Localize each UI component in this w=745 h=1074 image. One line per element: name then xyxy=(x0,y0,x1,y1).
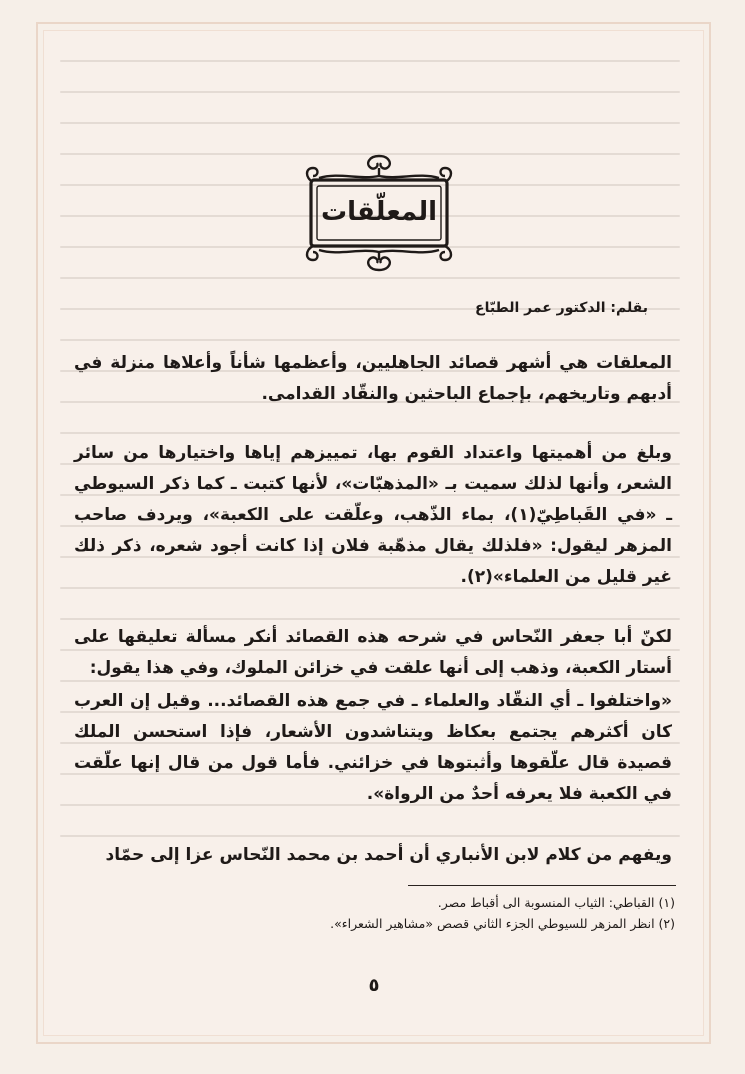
author-byline: بقلم: الدكتور عمر الطبّاع xyxy=(475,300,648,316)
footnote-divider xyxy=(408,885,676,886)
paragraph-4-quote: «واختلفوا ـ أي النقّاد والعلماء ـ في جمع هذه القصائد... وقيل إن العرب كان أكثرهم يجتمع بعكاظ ويتناشدون الأشعار، فإذا استحسن الملك قصيدة قال علّقوها وأثبتوها في خزائني. فأما قول من قال إنها علّقت في الكعبة فلا يعرفه أحدٌ من الرواة». xyxy=(74,691,672,804)
article-title: المعلّقات xyxy=(321,197,437,227)
footnote-2: (٢) انظر المزهر للسيوطي الجزء الثاني قصص «مشاهير الشعراء». xyxy=(330,916,675,931)
page-number: ٥ xyxy=(368,975,380,996)
paragraph-1: المعلقات هي أشهر قصائد الجاهليين، وأعظمها شأناً وأعلاها منزلة في أدبهم وتاريخهم، بإجماع الباحثين والنقّاد القدامى. xyxy=(74,353,672,404)
footnote-1: (١) القباطي: الثياب المنسوبة الى أقباط مصر. xyxy=(437,895,675,910)
paragraph-3: لكنّ أبا جعفر النّحاس في شرحه هذه القصائد أنكر مسألة تعليقها على أستار الكعبة، وذهب إلى أنها علقت في خزائن الملوك، وفي هذا يقول: xyxy=(74,627,672,678)
title-box xyxy=(311,180,447,244)
paragraph-5: ويفهم من كلام لابن الأنباري أن أحمد بن محمد النّحاس عزا إلى حمّاد xyxy=(105,845,672,865)
paragraph-2: وبلغ من أهميتها واعتداد القوم بها، تمييزهم إياها واختيارها من سائر الشعر، وأنها لذلك سميت بـ «المذهبّات»، لأنها كتبت ـ كما ذكر السيوطي ـ «في القَباطِيّ(١)، بماء الذّهب، وعلّقت على الكعبة»، ويردف صاحب المزهر ليقول: «فلذلك يقال مذهّبة فلان إذا كانت أجود شعره، ذكر ذلك غير قليل من العلماء»(٢). xyxy=(74,443,672,587)
footnotes xyxy=(115,892,675,934)
